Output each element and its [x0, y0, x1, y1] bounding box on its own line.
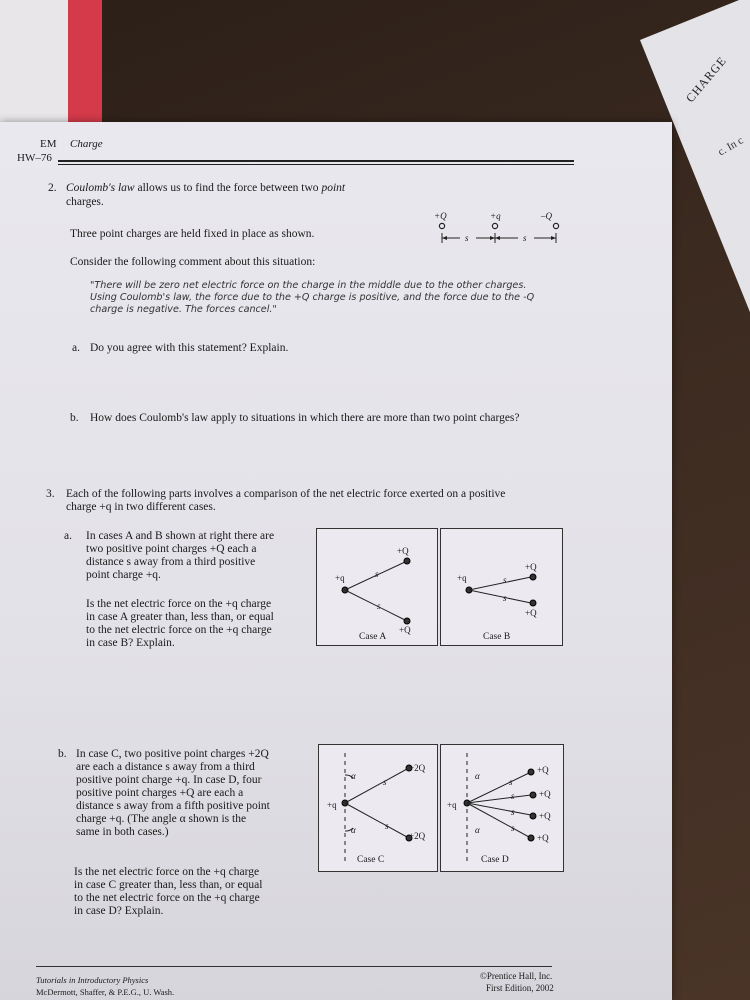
q3a-question2: in case A greater than, less than, or equal: [86, 611, 274, 623]
q2b-label: b.: [70, 412, 79, 424]
charge-minus-Q-dot: [553, 223, 558, 228]
case-c-alpha-bottom: α: [351, 825, 356, 835]
case-a-plus-Q-top: +Q: [397, 546, 409, 556]
q3b-line6: charge +q. (The angle α shown is the: [76, 813, 247, 825]
case-c-alpha-top: α: [351, 771, 356, 781]
case-d-plus-q: +q: [447, 800, 457, 810]
adjacent-page-title: CHARGE: [683, 53, 730, 105]
case-b-s-bottom: s: [503, 593, 507, 603]
case-c-plus-2Q-bottom: +2Q: [409, 831, 426, 841]
q2-number: 2.: [48, 182, 57, 194]
case-c-plus-2Q-top: +2Q: [409, 763, 426, 773]
case-d-s-3: s: [511, 807, 515, 817]
q2-line2: charges.: [66, 196, 104, 208]
q2-line1: Coulomb's law allows us to find the force between two point: [66, 182, 346, 194]
q3-line2: charge +q in two different cases.: [66, 501, 216, 513]
case-a-plus-q: +q: [335, 573, 345, 583]
footer-book-title: Tutorials in Introductory Physics: [36, 975, 149, 985]
q3a-line3: distance s away from a third positive: [86, 556, 256, 568]
q2a-label: a.: [72, 342, 80, 354]
footer-authors: McDermott, Shaffer, & P.E.G., U. Wash.: [36, 987, 175, 997]
case-a-plus-Q-bottom: +Q: [399, 625, 411, 635]
q2-charge-label-3: –Q: [541, 211, 552, 221]
q3b-line2: are each a distance s away from a third: [76, 761, 255, 773]
case-d-plus-Q-3: +Q: [539, 811, 551, 821]
case-d-s-4: s: [511, 823, 515, 833]
footer-rule: [36, 966, 552, 967]
q3a-line1: In cases A and B shown at right there are: [86, 530, 275, 542]
q2-setup: Three point charges are held fixed in place as shown.: [70, 228, 315, 240]
case-b-label: Case B: [483, 632, 511, 642]
header-hw-number: HW–76: [17, 152, 52, 164]
case-d-alpha-top: α: [475, 771, 480, 781]
figure-case-d: [440, 744, 564, 872]
case-d-s-2: s: [511, 791, 515, 801]
case-d-alpha-bottom: α: [475, 825, 480, 835]
q2-spacing-label-2: s: [523, 233, 527, 243]
q2-spacing-label-1: s: [465, 233, 469, 243]
case-c-s-bottom: s: [385, 821, 389, 831]
q3b-question3: to the net electric force on the +q charge: [74, 892, 260, 904]
adjacent-page-mark: c. In c: [716, 134, 746, 159]
q3a-label: a.: [64, 530, 72, 542]
q3a-line2: two positive point charges +Q each a: [86, 543, 257, 555]
charge-plus-q-dot: [492, 223, 497, 228]
q3b-line5: distance s away from a fifth positive point: [76, 800, 270, 812]
case-b-plus-Q-top: +Q: [525, 562, 537, 572]
q3b-line4: positive point charges +Q are each a: [76, 787, 244, 799]
q2-consider: Consider the following comment about this situation:: [70, 256, 316, 268]
case-a-s-bottom: s: [377, 601, 381, 611]
case-d-plus-Q-1: +Q: [537, 765, 549, 775]
case-c-s-top: s: [383, 777, 387, 787]
case-b-plus-q: +q: [457, 573, 467, 583]
figure-case-c: [318, 744, 438, 872]
q3b-question1: Is the net electric force on the +q charge: [74, 866, 260, 878]
charge-plus-Q-dot: [439, 223, 444, 228]
q3b-line7: same in both cases.): [76, 826, 169, 838]
q2-quote-line1: "There will be zero net electric force on the charge in the middle due to the other charges.: [90, 280, 527, 291]
header-em: EM: [40, 138, 57, 150]
q2-charge-label-2: +q: [490, 211, 501, 221]
q2b-text: How does Coulomb's law apply to situations in which there are more than two point charges?: [90, 412, 520, 424]
case-d-s-1: s: [509, 777, 513, 787]
q3-number: 3.: [46, 488, 55, 500]
q3a-line4: point charge +q.: [86, 569, 161, 581]
header-rule-top: [58, 160, 574, 162]
q3b-label: b.: [58, 748, 67, 760]
q3-line1: Each of the following parts involves a comparison of the net electric force exerted on a positive: [66, 488, 506, 500]
case-d-plus-Q-2: +Q: [539, 789, 551, 799]
q3a-question4: in case B? Explain.: [86, 637, 175, 649]
figure-case-b: [440, 528, 563, 646]
case-d-plus-Q-4: +Q: [537, 833, 549, 843]
header-subject: Charge: [70, 138, 103, 150]
q2a-text: Do you agree with this statement? Explain.: [90, 342, 289, 354]
q2-quote-line2: Using Coulomb's law, the force due to the +Q charge is positive, and the force due to the -Q: [90, 292, 535, 303]
footer-publisher: ©Prentice Hall, Inc.: [480, 971, 553, 981]
case-c-label: Case C: [357, 855, 385, 865]
q3a-question3: to the net electric force on the +q charge: [86, 624, 272, 636]
q3b-question4: in case D? Explain.: [74, 905, 164, 917]
case-a-s-top: s: [375, 569, 379, 579]
q3b-question2: in case C greater than, less than, or equal: [74, 879, 263, 891]
case-b-plus-Q-bottom: +Q: [525, 608, 537, 618]
q3b-line3: positive point charge +q. In case D, four: [76, 774, 262, 786]
q3b-line1: In case C, two positive point charges +2Q: [76, 748, 269, 760]
footer-edition: First Edition, 2002: [486, 983, 554, 993]
q2-quote-line3: charge is negative. The forces cancel.": [90, 304, 277, 315]
q3a-question1: Is the net electric force on the +q charge: [86, 598, 272, 610]
case-b-s-top: s: [503, 575, 507, 585]
case-a-label: Case A: [359, 632, 387, 642]
case-d-label: Case D: [481, 855, 509, 865]
figure-case-a: [316, 528, 438, 646]
case-c-plus-q: +q: [327, 800, 337, 810]
header-rule-bottom: [58, 164, 574, 165]
q2-charge-label-1: +Q: [434, 211, 447, 221]
q2-charge-diagram: [420, 220, 580, 248]
